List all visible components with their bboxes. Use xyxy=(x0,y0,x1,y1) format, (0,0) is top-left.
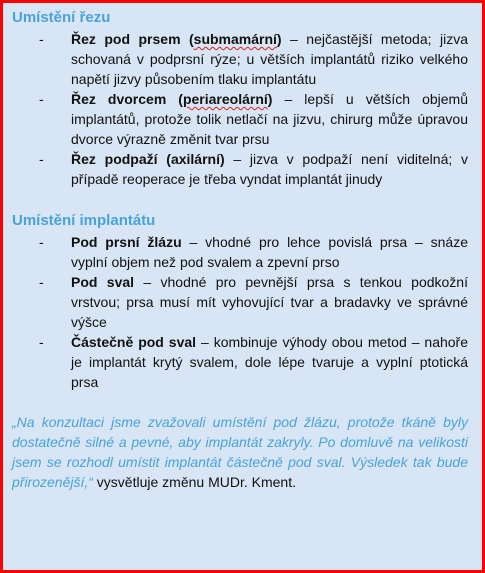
list-dash: - xyxy=(39,91,44,107)
list-item-term-detail: periareolární xyxy=(182,91,268,107)
list-item-text: – vhodné pro lehce povislá prsa – snáze vyplní objem než pod svalem a zpevní prso xyxy=(71,234,468,270)
list-item-text: – jizva v podpaží není viditelná; v případě reoperace je třeba vyndat implantát jinudy xyxy=(71,151,468,187)
list-item xyxy=(12,232,468,272)
list-dash: - xyxy=(39,274,44,290)
list-item-term: Řez dvorcem (periareolární) xyxy=(71,91,273,107)
list-item-term: Řez podpaží (axilární) xyxy=(71,151,225,167)
section-title-implant: Umístění implantátu xyxy=(12,212,156,229)
list-item-term: Pod prsní žlázu xyxy=(71,234,182,250)
section-title-incision: Umístění řezu xyxy=(12,9,111,26)
list-item xyxy=(12,332,468,392)
implant-list xyxy=(12,232,468,392)
quote-text: „Na konzultaci jsme zvažovali umístění pod žlázu, protože tkáně byly dostatečně silné a pevné, aby implantát zakryly. Po domluvě na velikosti jsem se rozhodl umístit implantát částečně pod sval. Výsledek tak bude přirozenější,“ xyxy=(12,414,468,490)
list-item xyxy=(12,149,468,189)
incision-list xyxy=(12,29,468,189)
list-item-text: – vhodné pro pevnější prsa s tenkou podkožní vrstvou; prsa musí mít vyhovující tvar a bradavky ve správné výšce xyxy=(71,274,468,330)
list-dash: - xyxy=(39,151,44,167)
list-item-text: – nejčastější metoda; jizva schovaná v podprsní rýze; u větších implantátů riziko velkého napětí jizvy působením tlaku implantátu xyxy=(71,31,468,87)
list-item-term: Řez pod prsem (submamární) xyxy=(71,31,282,47)
list-item xyxy=(12,29,468,89)
document-box xyxy=(3,3,482,570)
list-item-term: Částečně pod sval xyxy=(71,334,197,350)
list-item xyxy=(12,272,468,332)
list-dash: - xyxy=(39,334,44,350)
list-item xyxy=(12,89,468,149)
section-gap xyxy=(12,189,468,211)
quote-paragraph xyxy=(12,412,468,492)
list-dash: - xyxy=(39,31,44,47)
list-dash: - xyxy=(39,234,44,250)
list-item-term-detail: submamární xyxy=(193,31,277,47)
list-item-text: – lepší u větších objemů implantátů, protože tolik netlačí na jizvu, chirurg může úpravou dvorce výrazně změnit tvar prsu xyxy=(71,91,468,147)
list-item-text: – kombinuje výhody obou metod – nahoře je implantát krytý svalem, dole lépe tvaruje a vyplní ptotická prsa xyxy=(71,334,469,390)
list-item-term: Pod sval xyxy=(71,274,135,290)
quote-attribution: vysvětluje změnu MUDr. Kment. xyxy=(92,474,296,490)
